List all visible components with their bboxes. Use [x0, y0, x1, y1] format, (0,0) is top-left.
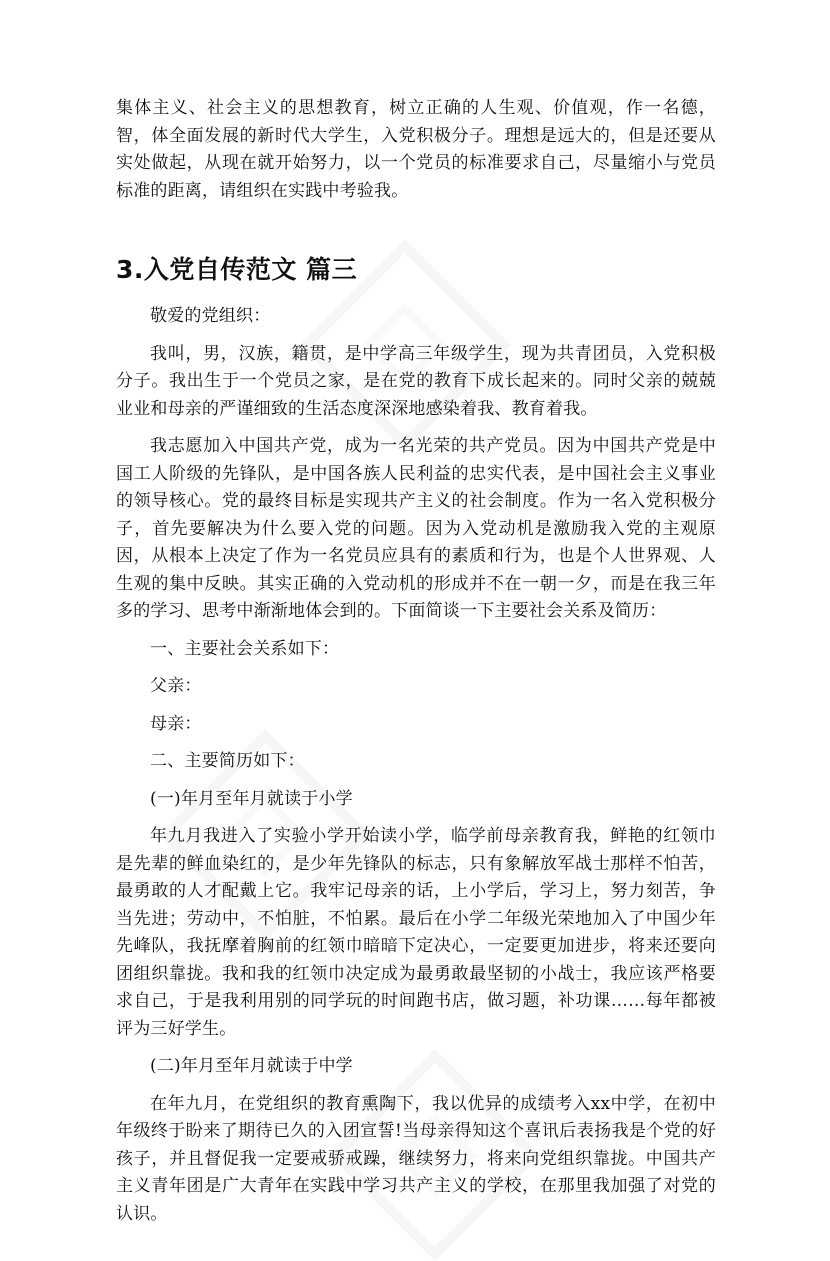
paragraph: 我志愿加入中国共产党，成为一名光荣的共产党员。因为中国共产党是中国工人阶级的先锋队，是中国各族人民利益的忠实代表，是中国社会主义事业的领导核心。党的最终目标是实现共产主义的社会制度。作为一名入党积极分子，首先要解决为什么要入党的问题。因为入党动机是激励我入党的主观原因，从根本上决定了作为一名党员应具有的素质和行为，也是个人世界观、人生观的集中反映。其实正确的入党动机的形成并不在一朝一夕，而是在我三年多的学习、思考中渐渐地体会到的。下面简谈一下主要社会关系及简历：: [116, 436, 716, 621]
paragraph: 在年九月，在党组织的教育熏陶下，我以优异的成绩考入xx中学，在初中年级终于盼来了期待已久的入团宣誓!当母亲得知这个喜讯后表扬我是个党的好孩子，并且督促我一定要戒骄戒躁，继续努力，将来向党组织靠拢。中国共产主义青年团是广大青年在实践中学习共产主义的学校，在那里我加强了对党的认识。: [116, 1093, 716, 1224]
relation-father: 父亲：: [150, 676, 202, 696]
relation-mother: 母亲：: [150, 713, 202, 734]
salutation: 敬爱的党组织：: [150, 306, 271, 326]
subsection-heading: (一)年月至年月就读于小学: [150, 788, 353, 809]
list-heading: 一、主要社会关系如下：: [150, 638, 340, 659]
section-heading: 3.入党自传范文 篇三: [116, 255, 358, 284]
intro-paragraph: 集体主义、社会主义的思想教育，树立正确的人生观、价值观，作一名德，智，体全面发展的新时代大学生，入党积极分子。理想是远大的，但是还要从实处做起，从现在就开始努力，以一个党员的标准要求自己，尽量缩小与党员标准的距离，请组织在实践中考验我。: [116, 98, 716, 201]
paragraph: 我叫，男，汉族，籍贯，是中学高三年级学生，现为共青团员，入党积极分子。我出生于一个党员之家，是在党的教育下成长起来的。同时父亲的兢兢业业和母亲的严谨细致的生活态度深深地感染着我、教育着我。: [116, 343, 716, 419]
document-body: [116, 95, 716, 1228]
subsection-heading: (二)年月至年月就读于中学: [150, 1056, 353, 1076]
paragraph: 年九月我进入了实验小学开始读小学，临学前母亲教育我，鲜艳的红领巾是先辈的鲜血染红的，是少年先锋队的标志，只有象解放军战士那样不怕苦，最勇敢的人才配戴上它。我牢记母亲的话，上小学后，学习上，努力刻苦，争当先进；劳动中，不怕脏，不怕累。最后在小学二年级光荣地加入了中国少年先峰队，我抚摩着胸前的红领巾暗暗下定决心，一定要更加进步，将来还要向团组织靠拢。我和我的红领巾决定成为最勇敢最坚韧的小战士，我应该严格要求自己，于是我利用别的同学玩的时间跑书店，做习题，补功课……每年都被评为三好学生。: [116, 826, 716, 1039]
list-heading: 二、主要简历如下：: [150, 751, 305, 771]
